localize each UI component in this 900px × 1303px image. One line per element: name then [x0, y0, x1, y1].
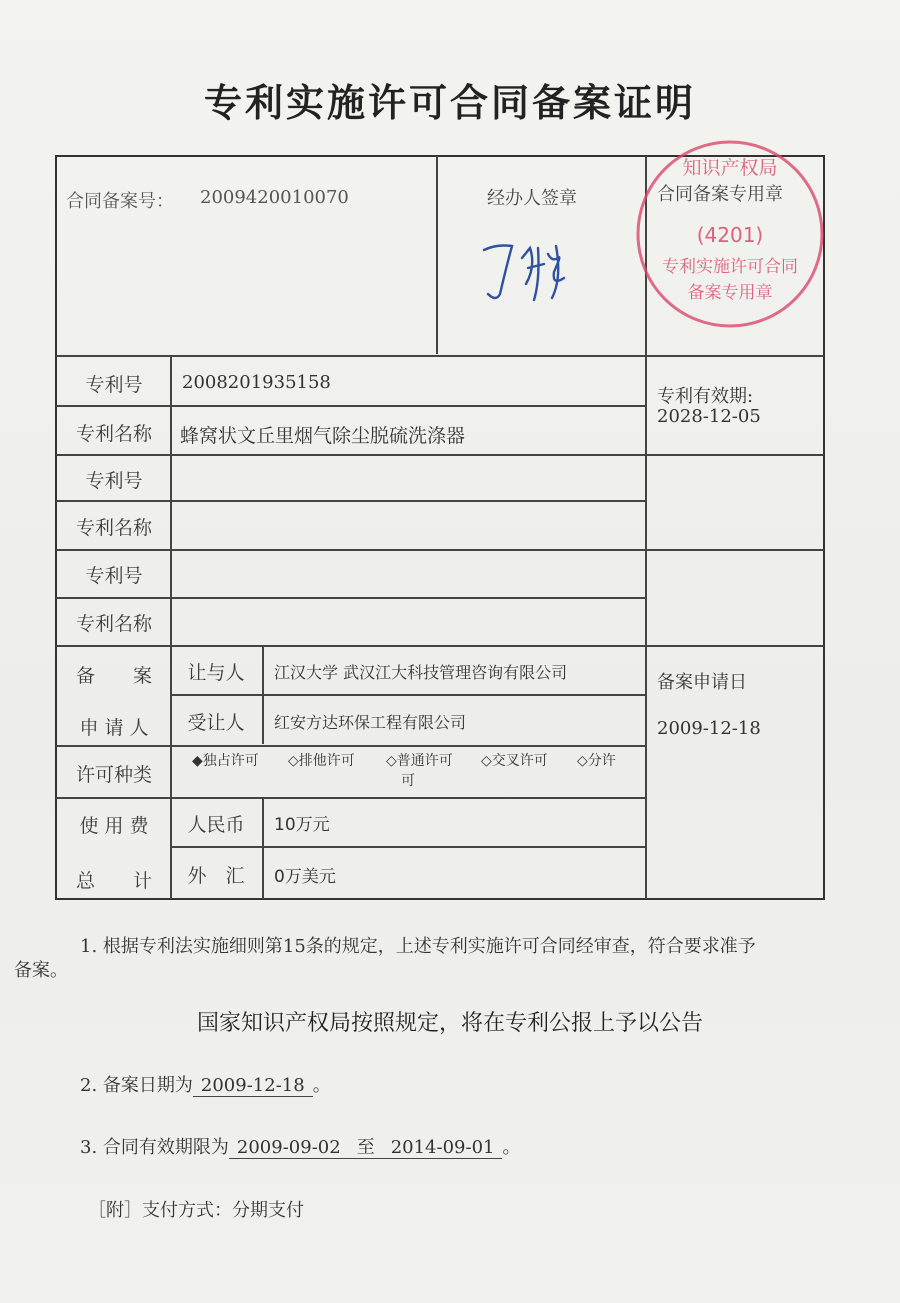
licensee-label: 受让人 — [187, 712, 245, 734]
license-type-cross: ◇交叉许可 — [481, 753, 548, 769]
note-2-suffix: 。 — [312, 1075, 331, 1096]
license-type-sole: ◇排他许可 — [288, 753, 355, 769]
divider — [436, 156, 438, 354]
divider — [56, 355, 824, 357]
divider — [170, 694, 646, 696]
svg-text:专利实施许可合同: 专利实施许可合同 — [662, 257, 798, 277]
licensor-value: 江汉大学 武汉江大科技管理咨询有限公司 — [274, 663, 568, 682]
page-title: 专利实施许可合同备案证明 — [203, 81, 696, 125]
validity-label: 专利有效期: — [657, 386, 754, 407]
divider — [56, 797, 646, 799]
patent-name-label: 专利名称 — [75, 517, 152, 539]
note-3-suffix: 。 — [502, 1137, 521, 1158]
fx-value: 0万美元 — [274, 867, 336, 887]
note-1-line-2: 备案。 — [14, 960, 68, 981]
note-2-date: 2009-12-18 — [193, 1075, 313, 1097]
announcement: 国家知识产权局按照规定，将在专利公报上予以公告 — [196, 1011, 703, 1036]
divider — [262, 798, 264, 899]
note-3 — [80, 1133, 520, 1159]
note-3-to-word: 至 — [349, 1137, 383, 1159]
divider — [170, 846, 646, 848]
divider — [56, 597, 646, 599]
license-type-sub: ◇分许 — [577, 753, 616, 769]
divider — [56, 645, 824, 647]
fee-label-1: 使 用 费 — [79, 815, 149, 837]
divider — [56, 500, 646, 502]
svg-text:知识产权局: 知识产权局 — [682, 157, 778, 179]
patent-no-label: 专利号 — [85, 470, 143, 492]
note-3-prefix: 3. 合同有效期限为 — [80, 1137, 229, 1158]
stamp-area-label: 合同备案专用章 — [657, 184, 783, 205]
contract-no: 2009420010070 — [200, 187, 349, 208]
note-3-to: 2014-09-01 — [383, 1137, 503, 1159]
patent-name-value: 蜂窝状文丘里烟气除尘脱硫洗涤器 — [180, 425, 466, 447]
handler-signature — [478, 228, 588, 308]
handler-label: 经办人签章 — [487, 188, 577, 209]
patent-no-label: 专利号 — [85, 374, 143, 396]
note-2-prefix: 2. 备案日期为 — [80, 1075, 193, 1096]
divider — [56, 745, 646, 747]
license-type-wrap: 可 — [401, 773, 415, 789]
fx-label: 外 汇 — [187, 865, 245, 887]
filing-date: 2009-12-18 — [657, 718, 761, 739]
divider — [56, 405, 646, 407]
validity-date: 2028-12-05 — [657, 406, 761, 427]
patent-no-label: 专利号 — [85, 565, 143, 587]
note-2 — [80, 1071, 331, 1097]
svg-text:(4201): (4201) — [696, 223, 764, 247]
patent-name-label: 专利名称 — [75, 613, 152, 635]
contract-no-label: 合同备案号： — [66, 191, 174, 212]
applicant-label-2: 申 请 人 — [79, 717, 149, 739]
licensor-label: 让与人 — [187, 662, 245, 684]
license-type-label: 许可种类 — [75, 764, 152, 786]
license-type-exclusive: ◆独占许可 — [192, 753, 259, 769]
note-3-from: 2009-09-02 — [229, 1137, 349, 1159]
licensee-value: 红安方达环保工程有限公司 — [274, 713, 467, 732]
license-type-general: ◇普通许可 — [386, 753, 453, 769]
official-seal — [630, 138, 825, 333]
divider — [56, 549, 824, 551]
filing-date-label: 备案申请日 — [657, 672, 747, 693]
fee-label-2: 总 计 — [75, 870, 152, 892]
rmb-value: 10万元 — [274, 815, 330, 835]
patent-name-label: 专利名称 — [75, 423, 152, 445]
note-1-line-1: 1. 根据专利法实施细则第15条的规定，上述专利实施许可合同经审查，符合要求准予 — [80, 936, 756, 957]
divider — [56, 454, 824, 456]
rmb-label: 人民币 — [187, 814, 245, 836]
applicant-label-1: 备 案 — [75, 665, 152, 687]
patent-no-value: 2008201935158 — [182, 372, 331, 393]
appendix: ［附］支付方式：分期支付 — [88, 1200, 304, 1221]
svg-text:备案专用章: 备案专用章 — [687, 283, 773, 303]
